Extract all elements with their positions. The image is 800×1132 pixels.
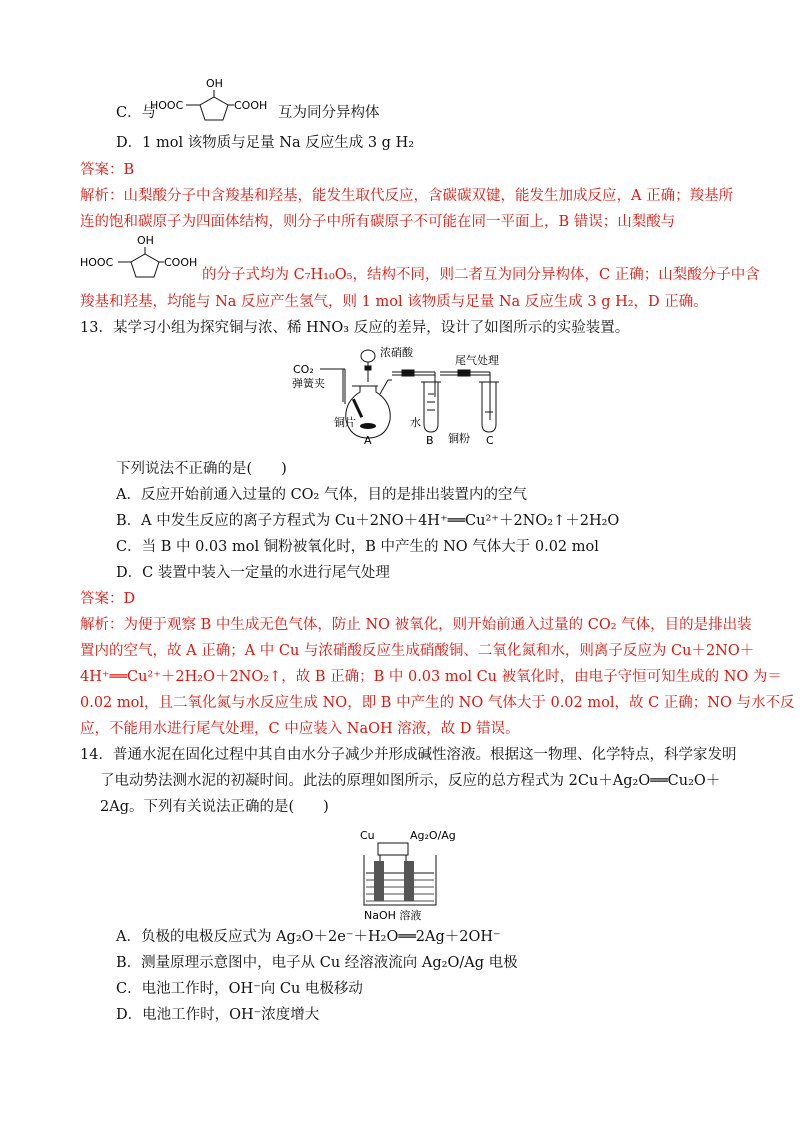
q13-option-c: C．当 B 中 0.03 mol 铜粉被氧化时，B 中产生的 NO 气体大于 0.02 mol bbox=[116, 539, 599, 555]
label-water: 水 bbox=[410, 416, 421, 429]
label-a: A bbox=[364, 434, 372, 446]
label-copper-sheet: 铜片 bbox=[334, 416, 356, 429]
struct1-cooh: COOH bbox=[234, 99, 268, 112]
q12-option-d: D．1 mol 该物质与足量 Na 反应生成 3 g H₂ bbox=[116, 135, 415, 151]
q12-explanation-2: 连的饱和碳原子为四面体结构，则分子中所有碳原子不可能在同一平面上，B 错误；山梨酸与 bbox=[80, 214, 676, 230]
label-co2: CO₂ bbox=[293, 363, 314, 376]
q14-cell-diagram bbox=[358, 825, 468, 923]
q12-explanation-1: 解析：山梨酸分子中含羧基和羟基，能发生取代反应，含碳碳双键，能发生加成反应，A 正确；羧基所 bbox=[80, 188, 734, 204]
q12-explanation-3: 的分子式均为 C₇H₁₀O₅，结构不同，则二者互为同分异构体，C 正确；山梨酸分子中含 bbox=[202, 267, 760, 283]
label-copper-powder: 铜粉 bbox=[448, 432, 470, 445]
struct2-oh: OH bbox=[137, 234, 154, 247]
q12-answer: 答案：B bbox=[80, 162, 135, 178]
label-b: B bbox=[426, 434, 434, 446]
q14-option-d: D．电池工作时，OH⁻浓度增大 bbox=[116, 1007, 320, 1023]
q12-option-c-prefix: C．与 bbox=[116, 105, 157, 121]
struct1-oh: OH bbox=[206, 77, 223, 90]
struct2-hooc: HOOC bbox=[80, 256, 114, 269]
q13-explanation-1: 解析：为便于观察 B 中生成无色气体，防止 NO 被氧化，则开始前通入过量的 CO₂ 气体，目的是排出装 bbox=[80, 617, 752, 633]
q14-option-b: B．测量原理示意图中，电子从 Cu 经溶液流向 Ag₂O/Ag 电极 bbox=[116, 955, 518, 971]
q14-stem-1: 14．普通水泥在固化过程中其自由水分子减少并形成碱性溶液。根据这一物理、化学特点，科学家发明 bbox=[80, 747, 737, 763]
label-c: C bbox=[486, 434, 494, 446]
q12-explanation-4: 羧基和羟基，均能与 Na 反应产生氢气，则 1 mol 该物质与足量 Na 反应生成 3 g H₂，D 正确。 bbox=[80, 294, 708, 310]
label-tail-gas: 尾气处理 bbox=[455, 354, 499, 367]
q13-explanation-3: 4H⁺══Cu²⁺＋2H₂O＋2NO₂↑，故 B 正确；B 中 0.03 mol Cu 被氧化时，由电子守恒可知生成的 NO 为＝ bbox=[80, 669, 782, 685]
q13-explanation-5: 应，不能用水进行尾气处理，C 中应装入 NaOH 溶液，故 D 错误。 bbox=[80, 721, 520, 737]
q14-stem-3: 2Ag。下列有关说法正确的是( ) bbox=[100, 799, 329, 815]
label-naoh-solution: NaOH 溶液 bbox=[364, 909, 422, 922]
q14-option-a: A．负极的电极反应式为 Ag₂O＋2e⁻＋H₂O══2Ag＋2OH⁻ bbox=[116, 929, 501, 945]
q13-option-d: D．C 装置中装入一定量的水进行尾气处理 bbox=[116, 565, 390, 581]
q13-option-b: B．A 中发生反应的离子方程式为 Cu＋2NO＋4H⁺══Cu²⁺＋2NO₂↑＋2H₂O bbox=[116, 513, 620, 529]
q13-apparatus-diagram bbox=[290, 342, 520, 446]
q13-answer: 答案：D bbox=[80, 591, 136, 607]
q13-explanation-4: 0.02 mol，且二氧化氮与水反应生成 NO，即 B 中产生的 NO 气体大于 0.02 mol，故 C 正确；NO 与水不反 bbox=[80, 695, 795, 711]
label-conc-acid: 浓硝酸 bbox=[380, 346, 413, 359]
struct2-cooh: COOH bbox=[164, 256, 198, 269]
q12-structure-2 bbox=[80, 232, 202, 284]
q13-option-a: A．反应开始前通入过量的 CO₂ 气体，目的是排出装置内的空气 bbox=[116, 487, 527, 503]
q12-option-c-suffix: 互为同分异构体 bbox=[278, 105, 380, 121]
label-ag2o-ag: Ag₂O/Ag bbox=[410, 829, 456, 842]
q13-stem: 13．某学习小组为探究铜与浓、稀 HNO₃ 反应的差异，设计了如图所示的实验装置。 bbox=[80, 320, 630, 336]
q14-option-c: C．电池工作时，OH⁻向 Cu 电极移动 bbox=[116, 981, 363, 997]
label-cu: Cu bbox=[360, 829, 375, 842]
q14-stem-2: 了电动势法测水泥的初凝时间。此法的原理如图所示，反应的总方程式为 2Cu＋Ag₂O══Cu₂O＋ bbox=[100, 773, 721, 789]
q12-structure-1 bbox=[148, 75, 278, 127]
q13-explanation-2: 置内的空气，故 A 正确；A 中 Cu 与浓硝酸反应生成硝酸铜、二氧化氮和水，则离子反应为 Cu＋2NO＋ bbox=[80, 643, 755, 659]
struct1-hooc: HOOC bbox=[150, 99, 184, 112]
q13-question: 下列说法不正确的是( ) bbox=[116, 461, 287, 477]
label-clip: 弹簧夹 bbox=[292, 377, 325, 390]
